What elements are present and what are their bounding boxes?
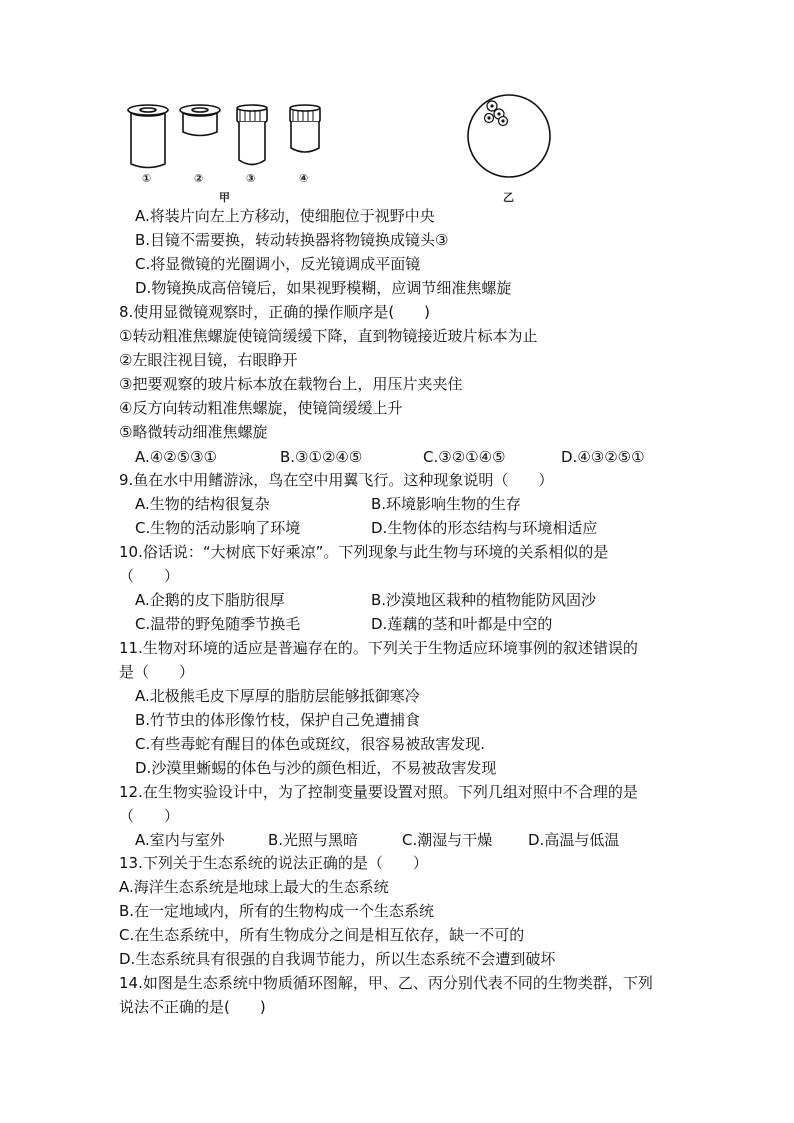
q12-option-d: D.高温与低温 [528,831,620,849]
lens-1-icon [128,105,168,168]
q8-option-c: C.③②①④⑤ [423,448,506,466]
figure-caption-yi: 乙 [503,191,514,204]
q7-option-c: C.将显微镜的光圈调小，反光镜调成平面镜 [135,255,421,273]
q8-step-5: ⑤略微转动细准焦螺旋 [119,423,268,441]
q10-option-a: A.企鹅的皮下脂肪很厚 [135,591,285,609]
q10-option-c: C.温带的野兔随季节换毛 [135,615,301,633]
lens-label-2: ② [194,172,204,185]
q7-option-b: B.目镜不需要换，转动转换器将物镜换成镜头③ [135,231,449,249]
lens-3-icon [237,105,267,165]
lens-label-4: ④ [299,172,309,185]
lens-and-view-diagram [0,0,794,210]
q14-stem-cont: 说法不正确的是( ) [119,998,266,1016]
q10-option-b: B.沙漠地区栽种的植物能防风固沙 [371,591,597,609]
q9-option-a: A.生物的结构很复杂 [135,495,270,513]
q8-stem: 8.使用显微镜观察时，正确的操作顺序是( ) [119,303,431,321]
q11-option-b: B.竹节虫的体形像竹枝，保护自己免遭捕食 [135,711,421,729]
q13-option-a: A.海洋生态系统是地球上最大的生态系统 [119,878,389,896]
q9-option-c: C.生物的活动影响了环境 [135,519,301,537]
q13-option-d: D.生态系统具有很强的自我调节能力，所以生态系统不会遭到破坏 [119,950,556,968]
q11-option-a: A.北极熊毛皮下厚厚的脂肪层能够抵御寒冷 [135,687,420,705]
q11-stem: 11.生物对环境的适应是普遍存在的。下列关于生物适应环境事例的叙述错误的 [119,639,638,657]
lens-label-3: ③ [246,172,256,185]
q14-stem: 14.如图是生态系统中物质循环图解，甲、乙、丙分别代表不同的生物类群，下列 [119,974,653,992]
q11-stem-cont: 是（ ） [119,663,195,681]
field-of-view-icon [468,95,550,177]
q7-option-a: A.将装片向左上方移动，使细胞位于视野中央 [135,207,435,225]
q12-option-c: C.潮湿与干燥 [402,831,493,849]
lens-2-icon [180,105,220,136]
q8-step-1: ①转动粗准焦螺旋使镜筒缓缓下降，直到物镜接近玻片标本为止 [119,327,538,345]
q8-option-d: D.④③②⑤① [561,448,645,466]
lens-4-icon [290,105,320,152]
q10-option-d: D.莲藕的茎和叶都是中空的 [371,615,553,633]
q8-step-4: ④反方向转动粗准焦螺旋，使镜筒缓缓上升 [119,399,403,417]
q12-option-a: A.室内与室外 [135,831,225,849]
q8-option-b: B.③①②④⑤ [280,448,363,466]
q8-step-2: ②左眼注视目镜，右眼睁开 [119,351,298,369]
q12-option-b: B.光照与黑暗 [268,831,359,849]
lens-label-1: ① [142,172,152,185]
q13-stem: 13.下列关于生态系统的说法正确的是（ ） [119,854,428,872]
q12-stem: 12.在生物实验设计中，为了控制变量要设置对照。下列几组对照中不合理的是 [119,783,638,801]
q10-stem: 10.俗话说：“大树底下好乘凉”。下列现象与此生物与环境的关系相似的是 [119,543,609,561]
q8-option-a: A.④②⑤③① [135,448,218,466]
figure-caption-jia: 甲 [219,191,230,204]
q12-stem-cont: （ ） [119,807,180,825]
microscope-figure [0,0,794,210]
q7-option-d: D.物镜换成高倍镜后，如果视野模糊，应调节细准焦螺旋 [135,279,512,297]
q9-option-d: D.生物体的形态结构与环境相适应 [371,519,598,537]
q11-option-c: C.有些毒蛇有醒目的体色或斑纹，很容易被敌害发现. [135,735,486,753]
q13-option-b: B.在一定地域内，所有的生物构成一个生态系统 [119,902,435,920]
q8-step-3: ③把要观察的玻片标本放在载物台上，用压片夹夹住 [119,375,463,393]
q10-stem-cont: （ ） [119,567,180,585]
q11-option-d: D.沙漠里蜥蜴的体色与沙的颜色相近，不易被敌害发现 [135,759,497,777]
q9-stem: 9.鱼在水中用鳍游泳，鸟在空中用翼飞行。这种现象说明（ ） [119,471,554,489]
q9-option-b: B.环境影响生物的生存 [371,495,522,513]
q13-option-c: C.在生态系统中，所有生物成分之间是相互依存，缺一不可的 [119,926,525,944]
